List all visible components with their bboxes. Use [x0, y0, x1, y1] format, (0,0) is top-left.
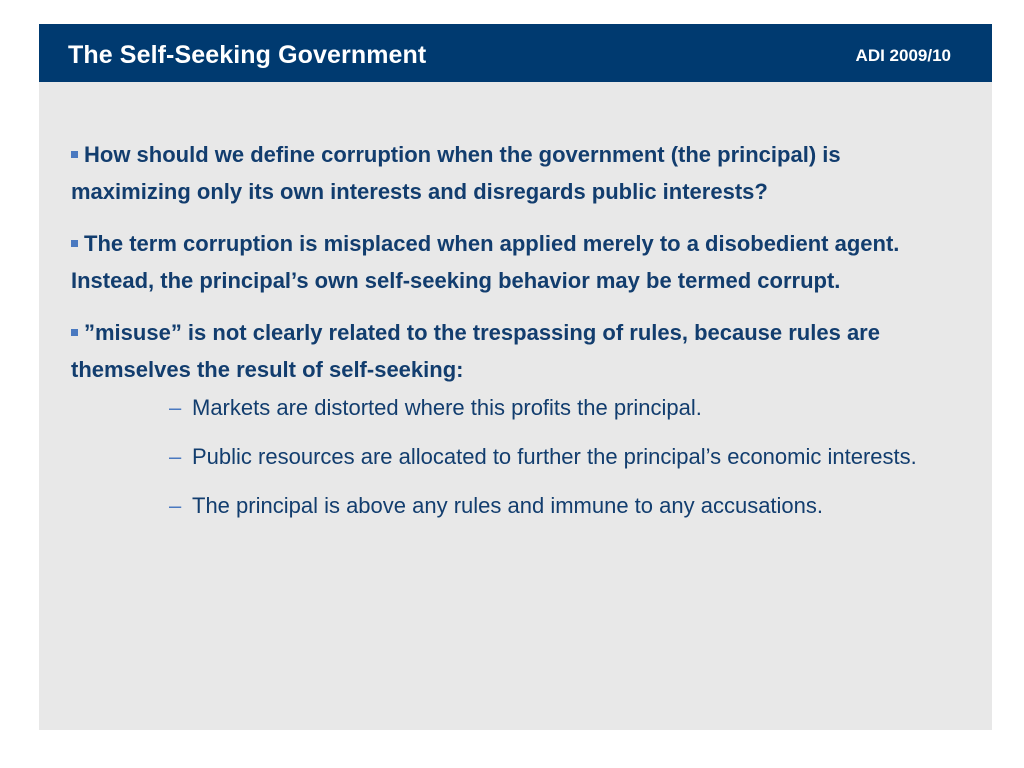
bullet-text: How should we define corruption when the government (the principal) is maximizing only its own interests and disregards public interests?	[71, 142, 841, 204]
bullet-text: ”misuse” is not clearly related to the trespassing of rules, because rules are themselves the result of self-seeking:	[71, 320, 880, 382]
sub-bullet-text: Markets are distorted where this profits the principal.	[192, 395, 702, 420]
sub-bullet-item	[169, 389, 951, 426]
course-label: ADI 2009/10	[855, 46, 951, 65]
sub-bullet-item	[169, 438, 951, 475]
bullet-text: The term corruption is misplaced when applied merely to a disobedient agent. Instead, the principal’s own self-seeking behavior may be termed corrupt.	[71, 231, 900, 293]
sub-bullet-list	[71, 389, 951, 524]
dash-icon: –	[169, 444, 182, 469]
dash-icon: –	[169, 395, 182, 420]
slide	[39, 24, 992, 730]
sub-bullet-text: Public resources are allocated to further the principal’s economic interests.	[192, 444, 917, 469]
bullet-item	[71, 225, 951, 299]
bullet-item	[71, 314, 951, 388]
dash-icon: –	[169, 493, 182, 518]
bullet-item	[71, 136, 951, 210]
square-bullet-icon	[71, 240, 78, 247]
square-bullet-icon	[71, 329, 78, 336]
title-bar	[39, 24, 992, 82]
slide-content	[71, 136, 951, 536]
sub-bullet-text: The principal is above any rules and immune to any accusations.	[192, 493, 824, 518]
square-bullet-icon	[71, 151, 78, 158]
slide-title: The Self-Seeking Government	[68, 41, 427, 69]
sub-bullet-item	[169, 487, 951, 524]
